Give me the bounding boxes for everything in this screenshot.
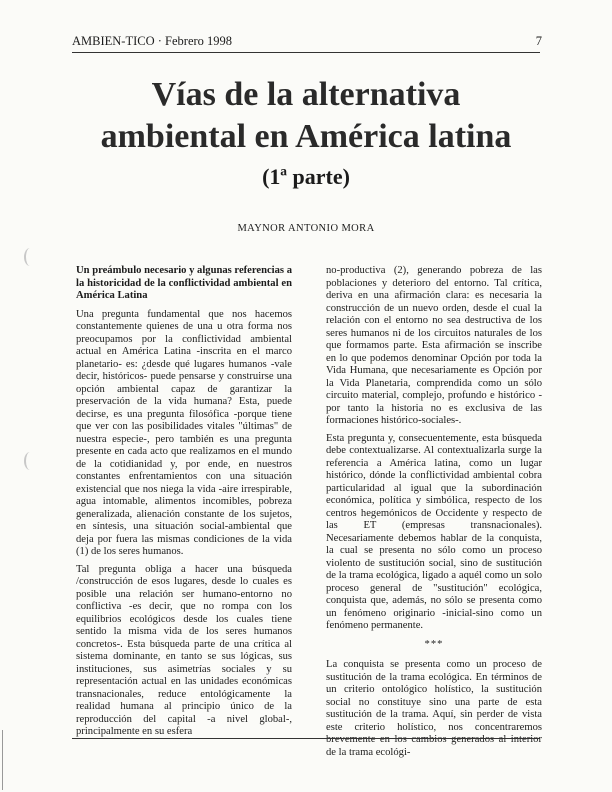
- header-rule: [72, 52, 540, 53]
- journal-name: AMBIEN-TICO · Febrero 1998: [72, 34, 233, 48]
- footer-rule: [72, 738, 540, 739]
- running-header: [72, 34, 542, 50]
- column-right: [326, 265, 542, 764]
- paragraph: Una pregunta fundamental que nos hacemos constantemente quienes de una u otra forma nos preocupamos por la conflictividad ambiental actual en América Latina -inscrita en el marco planetario- es: ¿desde qué lugares humanos -vale decir, históricos- puede pensarse y construirse una opción ambiental capaz de garantizar la preservación de la vida humana? Esta, puede decirse, es una pregunta filosófica -porque tiene que ver con las posibilidades vitales "últimas" de nuestra especie-, pero también es una pregunta presente en cada acto que realizamos en el mundo de la cotidianidad y, por ende, en nuestros constantes enfrentamientos con una situación existencial que nos niega la vida -aire irrespirable, agua intomable, alimentos incomibles, pobreza generalizada, alienación constante de los sujetos, en síntesis, una situación social-ambiental que deja por fuera las mismas condiciones de la vida (1) de los seres humanos.: [76, 308, 292, 557]
- paragraph: Esta pregunta y, consecuentemente, esta búsqueda debe contextualizarse. Al contextualizarla surge la referencia a América latina, como un lugar histórico, dónde la conflictividad ambiental cobra particularidad al igual que la subordinación económica, política y simbólica, respecto de los centros hegemónicos de Occidente y respecto de las ET (empresas transnacionales). Necesariamente debemos hablar de la conquista, la cual se presenta no sólo como un proceso violento de sustitución social, sino de sustitución de la trama ecológica, ligado a aquél como un solo proceso general de "sustitución" ecológica, conquista que, además, no sólo se presenta como un fenómeno originario -inicial-sino como un fenómeno permanente.: [326, 432, 542, 631]
- section-separator: ***: [424, 638, 444, 650]
- binder-hole-mark: [24, 248, 36, 266]
- section-heading: Un preámbulo necesario y algunas referencias a la historicidad de la conflictividad ambiental en América Latina: [76, 265, 292, 301]
- author-name: MAYNOR ANTONIO MORA: [237, 223, 375, 234]
- paragraph: La conquista se presenta como un proceso de sustitución de la trama ecológica. En términos de un criterio ontológico holístico, la sustitución social no constituye sino una parte de esta sustitución de la trama. Aquí, sin perder de vista este criterio holístico, nos concentraremos brevemente en los cambios generados al interior de la trama ecológi-: [326, 659, 542, 758]
- paragraph: Tal pregunta obliga a hacer una búsqueda /construcción de esos lugares, desde lo cuales es posible una relación ser humano-entorno no conflictiva -es decir, que no rompa con los equilibrios ecológicos desde los cuales tiene sentido la misma vida de los seres humanos concretos-. Esta búsqueda parte de una crítica al sistema dominante, en tanto se sus lógicas, sus instituciones, sus asimetrías sociales y su representación actual en las unidades económicas transnacionales, reduce entológicamente la realidad humana al principio único de la reproducción del capital -a nivel global-, principalmente en su esfera: [76, 563, 292, 737]
- article-subtitle: (1ª parte): [262, 164, 350, 189]
- paragraph: no-productiva (2), generando pobreza de las poblaciones y deterioro del entorno. Tal crítica, deriva en una afirmación clara: es necesaria la construcción de un nuevo orden, desde el cual la relación con el entorno no sea destructiva de los seres humanos ni de los circuitos naturales de los que formamos parte. Esta afirmación se inscribe en lo que podemos denominar Opción por toda la Vida Humana, que necesariamente es Opción por la Vida Planetaria, comprendida como un sólo circuito material, complejo, profundo e histórico -por tanto la historia no es exclusiva de las formaciones histórico-sociales-.: [326, 265, 542, 426]
- article-title-line2: ambiental en América latina: [100, 118, 512, 155]
- article-title-line1: Vías de la alternativa: [151, 76, 461, 113]
- binder-hole-mark: [24, 452, 36, 470]
- page-edge-mark: [2, 730, 3, 790]
- page-number: 7: [535, 34, 542, 48]
- column-left: [76, 265, 292, 744]
